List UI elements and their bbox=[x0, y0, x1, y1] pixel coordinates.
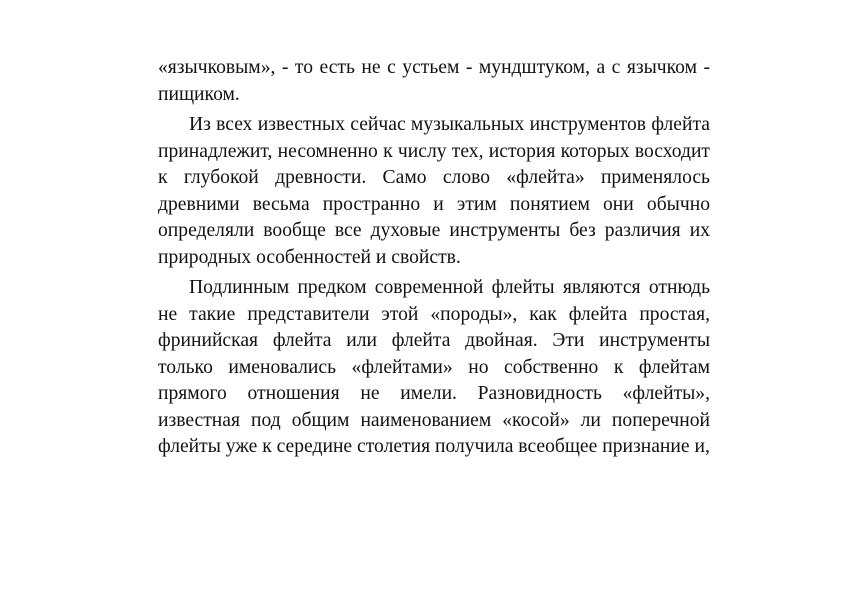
paragraph-flute-ancestor: Подлинным предком современной флейты являются отнюдь не такие представители этой «породы», как флейта простая, фринийская флейта или флейта двойная. Эти инструменты только именовались «флейтами» но собственно к флейтам прямого отношения не имели. Разновидность «флейты», известная под общим наименованием «косой» ли поперечной флейты уже к середине столетия получила всеобщее признание и, bbox=[158, 277, 710, 457]
body-text bbox=[158, 55, 710, 461]
paragraph-continuation: «язычковым», - то есть не с устьем - мундштуком, а с язычком - пищиком. bbox=[158, 57, 710, 105]
paragraph-flute-history: Из всех известных сейчас музыкальных инструментов флейта принадлежит, несомненно к числу тех, история которых восходит к глубокой древности. Само слово «флейта» применялось древними весьма пространно и этим понятием они обычно определяли вообще все духовые инструменты без различия их природных особенностей и свойств. bbox=[158, 114, 710, 268]
